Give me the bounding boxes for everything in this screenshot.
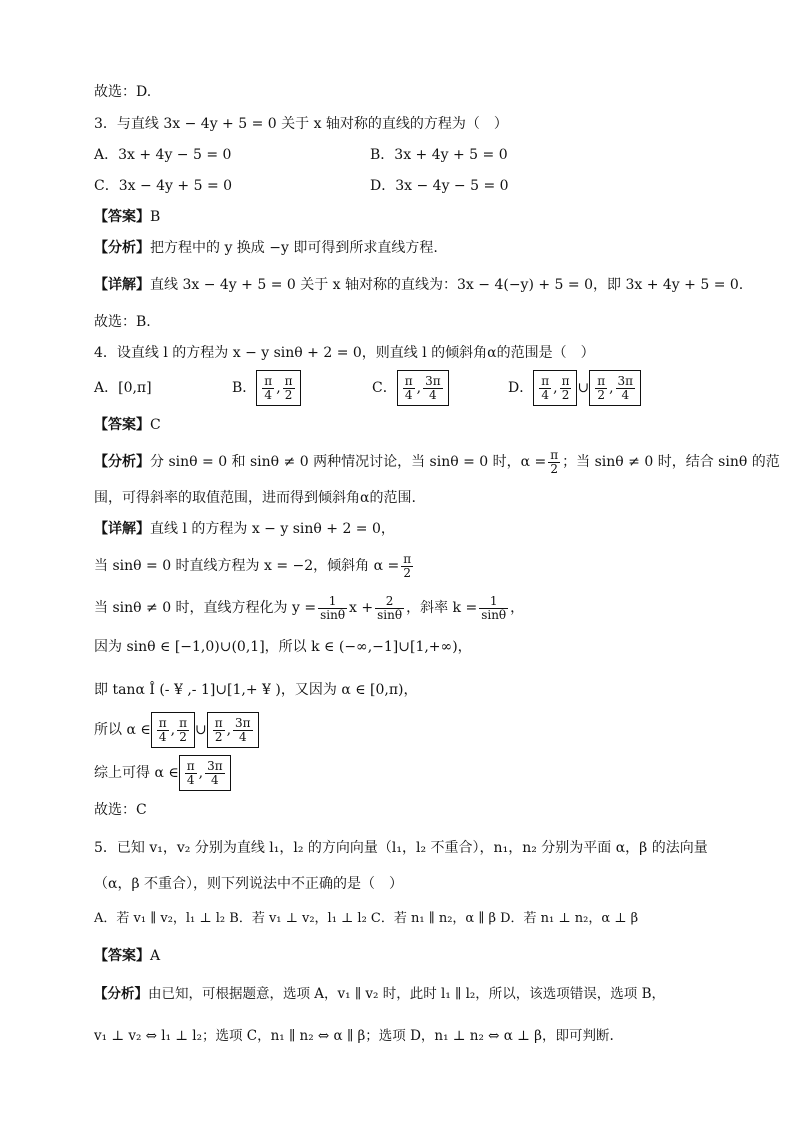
- q4-detail-line1: 【详解】直线 l 的方程为 x − y sinθ + 2 = 0，: [94, 521, 395, 537]
- answer-value: A: [150, 948, 161, 964]
- answer-tag: 【答案】: [94, 209, 150, 225]
- q4-detail-line3: 当 sinθ ≠ 0 时，直线方程化为 y = $\frac{1}{\sin\theta}$ x + $\frac{2}{\sin\theta}$ ，斜率 k = $\frac{1}{\sin\theta}$ ，: [94, 593, 525, 622]
- interval: $\frac{\pi}{4}$ , $\frac{\pi}{2}$: [533, 370, 577, 406]
- q3-stem: 3．与直线 3x − 4y + 5 = 0 关于 x 轴对称的直线的方程为（ ）: [94, 116, 508, 132]
- q3-option-b: B．3x + 4y + 5 = 0: [370, 147, 508, 163]
- answer-tag: 【答案】: [94, 948, 150, 964]
- detail-tag: 【详解】: [94, 277, 150, 293]
- q4-detail-line6: 所以 α ∈ $\frac{\pi}{4}$ , $\frac{\pi}{2}$ ∪ $\frac{\pi}{2}$ , $\frac{3\pi}{4}$: [94, 712, 259, 748]
- q5-options: A．若 v₁ ∥ v₂，l₁ ⊥ l₂ B．若 v₁ ⊥ v₂，l₁ ⊥ l₂ C．若 n₁ ∥ n₂，α ∥ β D．若 n₁ ⊥ n₂，α ⊥ β: [94, 911, 639, 926]
- q4-conclusion: 故选：C: [94, 802, 147, 818]
- interval: $\frac{\pi}{4}$ , $\frac{3\pi}{4}$: [397, 370, 449, 406]
- q4-option-b: [232, 370, 301, 406]
- q3-answer: [94, 207, 160, 227]
- answer-value: C: [150, 417, 161, 433]
- analysis-tag: 【分析】: [94, 454, 150, 470]
- q4-analysis-line1: 【分析】分 sinθ = 0 和 sinθ ≠ 0 两种情况讨论，当 sinθ = 0 时，α = $\frac{\pi}{2}$ ；当 sinθ ≠ 0 时，结合 sinθ 的范: [94, 447, 780, 476]
- option-label: D．: [508, 380, 534, 396]
- q3-option-c: C．3x − 4y + 5 = 0: [94, 178, 233, 194]
- detail-text: 直线 3x − 4y + 5 = 0 关于 x 轴对称的直线为：3x − 4(−y) + 5 = 0，即 3x + 4y + 5 = 0.: [150, 277, 744, 293]
- answer-tag: 【答案】: [94, 417, 150, 433]
- q4-detail-line7: 综上可得 α ∈ $\frac{\pi}{4}$ , $\frac{3\pi}{4}$: [94, 755, 231, 791]
- analysis-tag: 【分析】: [94, 986, 148, 1002]
- q2-conclusion: 故选：D.: [94, 84, 152, 100]
- q4-detail-line4: 因为 sinθ ∈ [−1,0)∪(0,1]，所以 k ∈ (−∞,−1]∪[1,+∞)，: [94, 639, 472, 655]
- q4-option-d: D． $\frac{\pi}{4}$ , $\frac{\pi}{2}$ ∪ $\frac{\pi}{2}$ , $\frac{3\pi}{4}$: [508, 370, 641, 406]
- q4-answer: [94, 415, 161, 435]
- q5-analysis-line2: v₁ ⊥ v₂ ⇔ l₁ ⊥ l₂；选项 C，n₁ ∥ n₂ ⇔ α ∥ β；选项 D，n₁ ⊥ n₂ ⇔ α ⊥ β，即可判断.: [94, 1028, 614, 1044]
- fraction: $\frac{\pi}{2}$: [550, 447, 559, 476]
- q3-conclusion: 故选：B.: [94, 314, 151, 330]
- analysis-text: 把方程中的 y 换成 −y 即可得到所求直线方程.: [150, 240, 438, 256]
- option-label: B．: [232, 380, 257, 396]
- answer-value: B: [150, 209, 161, 225]
- q5-analysis-line1: 【分析】由已知，可根据题意，选项 A，v₁ ∥ v₂ 时，此时 l₁ ∥ l₂，所以，该选项错误，选项 B，: [94, 986, 666, 1002]
- q3-detail: [94, 275, 743, 295]
- detail-tag: 【详解】: [94, 521, 150, 537]
- interval: $\frac{\pi}{4}$ , $\frac{\pi}{2}$: [256, 370, 300, 406]
- q5-stem-line2: （α，β 不重合），则下列说法中不正确的是（ ）: [94, 876, 403, 892]
- q4-analysis-line2: 围，可得斜率的取值范围，进而得到倾斜角α的范围.: [94, 490, 416, 506]
- option-label: C．: [372, 380, 397, 396]
- q3-option-a: A．3x + 4y − 5 = 0: [94, 147, 232, 163]
- analysis-tag: 【分析】: [94, 240, 150, 256]
- q4-option-a: A．[0,π]: [94, 380, 152, 396]
- q3-option-d: D．3x − 4y − 5 = 0: [370, 178, 509, 194]
- q4-detail-line5: 即 tanα Î (- ¥ ,- 1]∪[1,+ ¥ )，又因为 α ∈ [0,π)，: [94, 682, 418, 698]
- interval: $\frac{\pi}{2}$ , $\frac{3\pi}{4}$: [589, 370, 641, 406]
- q4-option-c: [372, 370, 449, 406]
- q3-analysis: [94, 238, 438, 258]
- q4-detail-line2: 当 sinθ = 0 时直线方程为 x = −2，倾斜角 α = $\frac{\pi}{2}$: [94, 551, 412, 580]
- q4-stem: 4．设直线 l 的方程为 x − y sinθ + 2 = 0，则直线 l 的倾斜角α的范围是（ ）: [94, 345, 595, 361]
- q5-stem-line1: 5．已知 v₁，v₂ 分别为直线 l₁，l₂ 的方向向量（l₁，l₂ 不重合），n₁，n₂ 分别为平面 α，β 的法向量: [94, 840, 708, 856]
- q5-answer: [94, 946, 160, 966]
